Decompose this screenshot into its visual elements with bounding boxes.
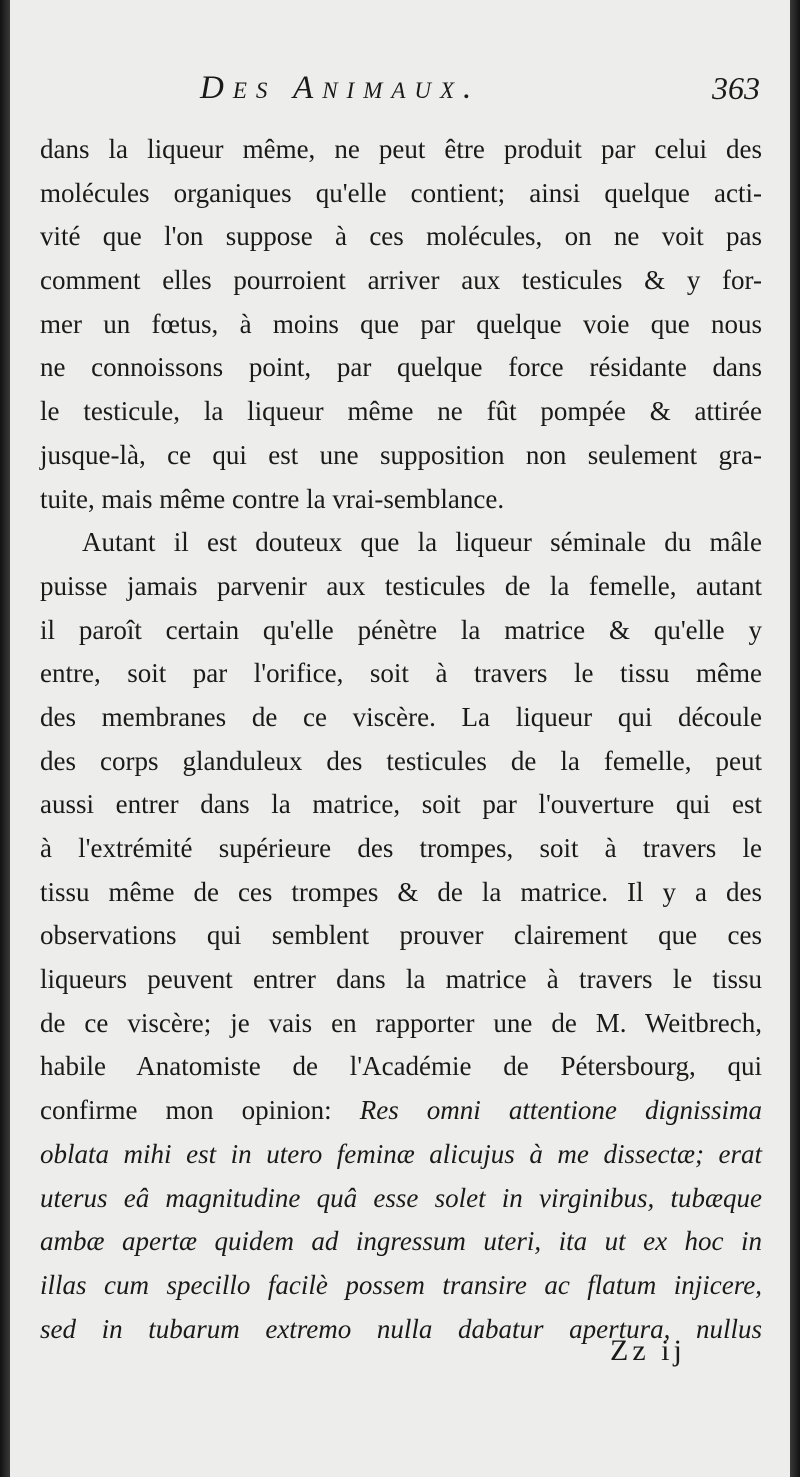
text-line: dans la liqueur même, ne peut être produit par celui des bbox=[40, 134, 762, 164]
text-line: molécules organiques qu'elle contient; ainsi quelque acti- bbox=[40, 177, 762, 208]
text-line: entre, soit par l'orifice, soit à travers le tissu même bbox=[40, 658, 762, 689]
text-line: habile Anatomiste de l'Académie de Pétersbourg, qui bbox=[40, 1051, 762, 1082]
latin-quotation-line: illas cum specillo facilè possem transire ac flatum injicere, bbox=[40, 1269, 762, 1300]
text-line: vité que l'on suppose à ces molécules, on ne voit pas bbox=[40, 221, 762, 252]
latin-quotation-start: Res omni attentione dignissima bbox=[359, 1095, 762, 1126]
roman-text: confirme mon opinion: bbox=[40, 1095, 360, 1126]
text-line: puisse jamais parvenir aux testicules de la femelle, autant bbox=[40, 570, 762, 601]
text-line: jusque-là, ce qui est une supposition non seulement gra- bbox=[40, 439, 762, 470]
text-line: observations qui semblent prouver clairement que ces bbox=[40, 920, 762, 951]
signature-mark: Zz ij bbox=[610, 1334, 686, 1367]
text-line: il paroît certain qu'elle pénètre la matrice & qu'elle y bbox=[40, 614, 762, 645]
latin-quotation-line: uterus eâ magnitudine quâ esse solet in virginibus, tubæque bbox=[40, 1182, 762, 1213]
text-line: de ce viscère; je vais en rapporter une de M. Weitbrech, bbox=[40, 1007, 762, 1038]
scan-border-left bbox=[0, 0, 10, 1477]
text-line: des corps glanduleux des testicules de la femelle, peut bbox=[40, 745, 762, 776]
text-line: tissu même de ces trompes & de la matrice. Il y a des bbox=[40, 876, 762, 907]
text-line: liqueurs peuvent entrer dans la matrice à travers le tissu bbox=[40, 964, 762, 995]
text-line: le testicule, la liqueur même ne fût pompée & attirée bbox=[40, 396, 762, 427]
running-head bbox=[10, 70, 792, 114]
text-line: ne connoissons point, par quelque force résidante dans bbox=[40, 352, 762, 383]
text-line: des membranes de ce viscère. La liqueur qui découle bbox=[40, 701, 762, 732]
mixed-style-line bbox=[40, 1089, 762, 1133]
book-page bbox=[10, 0, 792, 1477]
scan-border-right bbox=[790, 0, 800, 1477]
latin-quotation-line: oblata mihi est in utero feminæ alicujus à me dissectæ; erat bbox=[40, 1138, 762, 1169]
text-line: aussi entrer dans la matrice, soit par l'ouverture qui est bbox=[40, 789, 762, 820]
text-line: comment elles pourroient arriver aux testicules & y for- bbox=[40, 265, 762, 296]
text-line: à l'extrémité supérieure des trompes, soit à travers le bbox=[40, 833, 762, 863]
latin-quotation-line: ambæ apertæ quidem ad ingressum uteri, ita ut ex hoc in bbox=[40, 1226, 762, 1257]
running-title: Des Animaux. bbox=[200, 70, 481, 106]
paragraph-start-line: Autant il est douteux que la liqueur séminale du mâle bbox=[82, 527, 762, 558]
paragraph-end-line: tuite, mais même contre la vrai-semblance. bbox=[40, 483, 505, 514]
page-number: 363 bbox=[712, 70, 760, 106]
body-text bbox=[40, 128, 762, 1351]
latin-quotation-line: sed in tubarum extremo nulla dabatur apertura, nullus bbox=[40, 1313, 762, 1344]
text-line: mer un fœtus, à moins que par quelque voie que nous bbox=[40, 308, 762, 339]
